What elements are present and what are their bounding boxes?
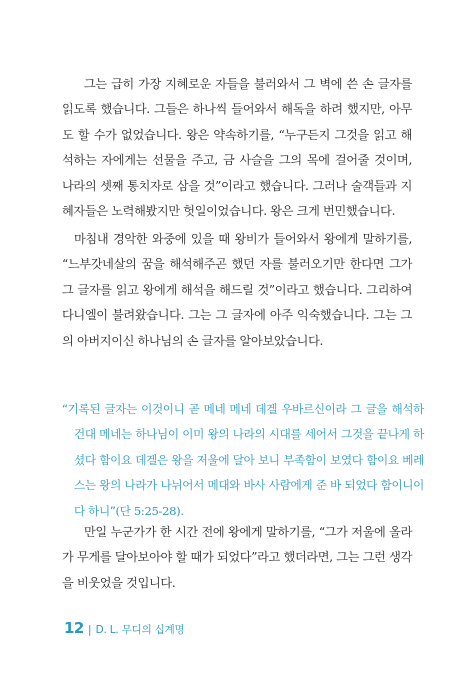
scripture-quote-text: “기록된 글자는 이것이니 곧 메네 메네 데겔 우바르신이라 그 글을 해석하건대 메네는 하나님이 이미 왕의 나라의 시대를 세어서 그것을 끝나게 하셨다 함이요 데겔은 왕을 저울에 달아 보니 부족함이 보였다 함이요 베레스는 왕의 나라가 나뉘어서 메대와 바사 사람에게 준 바 되었다 함이니이다 하니” [62, 402, 424, 518]
paragraph-3: 만일 누군가가 한 시간 전에 왕에게 말하기를, “그가 저울에 올라가 무게를 달아보아야 할 때가 되었다”라고 했더라면, 그는 그런 생각을 비웃었을 것입니다. [62, 525, 412, 590]
footer-separator: | [87, 623, 92, 636]
scripture-reference: (단 5:25-28). [115, 503, 184, 518]
page-number: 12 [64, 619, 84, 637]
running-title: D. L. 무디의 십계명 [95, 624, 185, 636]
paragraph-2: 마침내 경악한 와중에 있을 때 왕비가 들어와서 왕에게 말하기를, “느부갓네살의 꿈을 해석해주곤 했던 자를 불러오기만 한다면 그가 그 글자를 읽고 왕에게 해석을 해드릴 것”이라고 했습니다. 그리하여 다니엘이 불려왔습니다. 그는 그 글자에 아주 익숙했습니다. 그는 그의 아버지이신 하나님의 손 글자를 알아보았습니다. [62, 232, 412, 348]
scripture-quote [62, 397, 424, 524]
paragraph-1: 그는 급히 가장 지혜로운 자들을 불러와서 그 벽에 쓴 손 글자를 읽도록 했습니다. 그들은 하나씩 들어와서 해독을 하려 했지만, 아무도 할 수가 없었습니다. 왕은 약속하기를, “누구든지 그것을 읽고 해석하는 자에게는 선물을 주고, 금 사슬을 그의 목에 걸어줄 것이며, 나라의 셋째 통치자로 삼을 것”이라고 했습니다. 그러나 술객들과 지혜자들은 노력해봤지만 헛일이었습니다. 왕은 크게 번민했습니다. [62, 77, 412, 219]
page-footer [64, 619, 184, 639]
